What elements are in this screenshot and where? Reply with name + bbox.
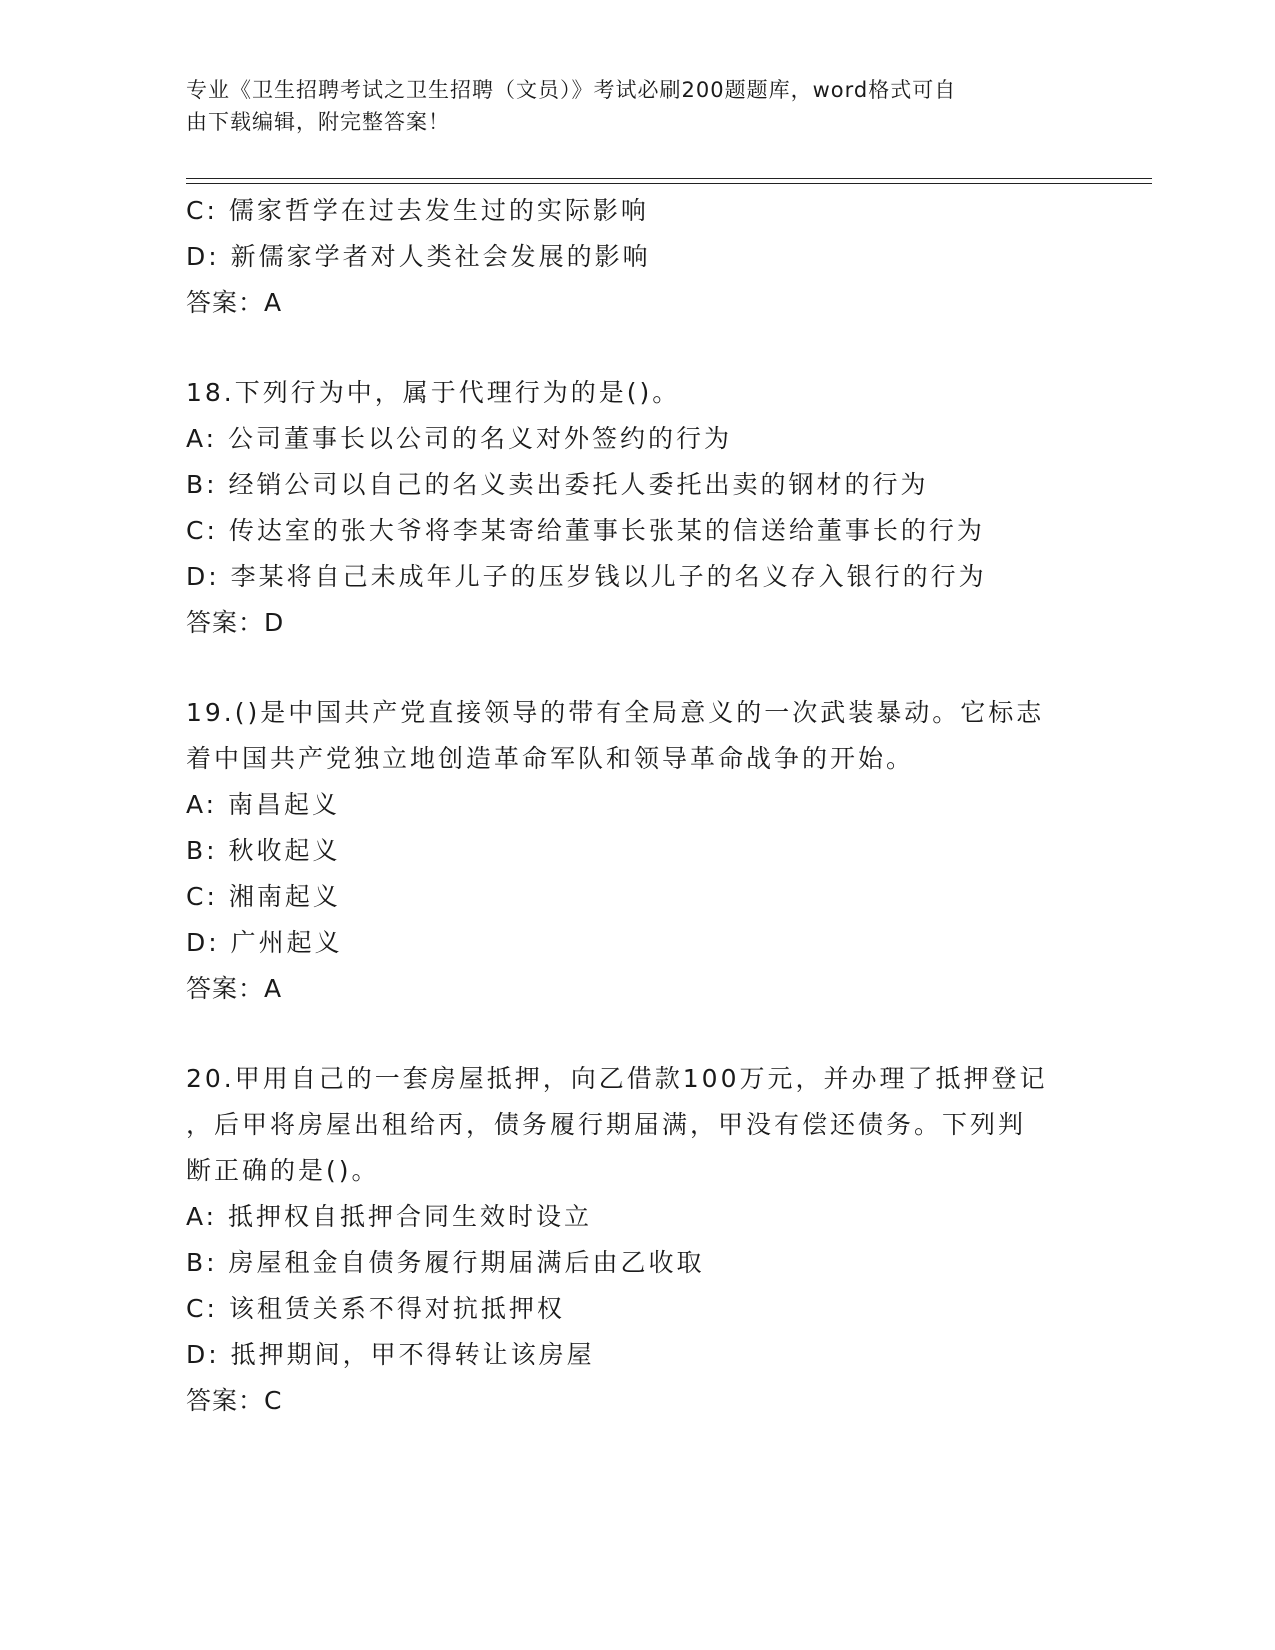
answer-line: 答案：A [186, 974, 283, 1003]
option-b: B: 经销公司以自己的名义卖出委托人委托出卖的钢材的行为 [186, 470, 929, 499]
option-c: C: 传达室的张大爷将李某寄给董事长张某的信送给董事长的行为 [186, 516, 985, 545]
header-divider-top [186, 178, 1152, 179]
header-line-2: 由下载编辑，附完整答案！ [186, 110, 450, 134]
answer-line: 答案：D [186, 608, 285, 637]
question-18 [186, 370, 1086, 646]
option-d: D: 广州起义 [186, 928, 343, 957]
answer-line: 答案：C [186, 1386, 283, 1415]
option-a: A: 抵押权自抵押合同生效时设立 [186, 1202, 593, 1231]
question-19 [186, 690, 1086, 1012]
option-a: A: 公司董事长以公司的名义对外签约的行为 [186, 424, 733, 453]
question-stem: 20.甲用自己的一套房屋抵押，向乙借款100万元，并办理了抵押登记 ，后甲将房屋出租给丙，债务履行期届满，甲没有偿还债务。下列判 断正确的是()。 [186, 1064, 1048, 1185]
option-d: D: 抵押期间，甲不得转让该房屋 [186, 1340, 595, 1369]
question-list [186, 188, 1086, 1424]
question-stem: 19.()是中国共产党直接领导的带有全局意义的一次武装暴动。它标志 着中国共产党独立地创造革命军队和领导革命战争的开始。 [186, 698, 1045, 773]
option-c: C: 该租赁关系不得对抗抵押权 [186, 1294, 565, 1323]
option-d: D: 新儒家学者对人类社会发展的影响 [186, 242, 651, 271]
option-c: C: 儒家哲学在过去发生过的实际影响 [186, 196, 649, 225]
document-header [186, 74, 1066, 138]
option-b: B: 秋收起义 [186, 836, 341, 865]
option-c: C: 湘南起义 [186, 882, 341, 911]
question-stem: 18.下列行为中，属于代理行为的是()。 [186, 378, 681, 407]
answer-line: 答案：A [186, 288, 283, 317]
header-divider-bottom [186, 183, 1152, 184]
option-b: B: 房屋租金自债务履行期届满后由乙收取 [186, 1248, 705, 1277]
option-a: A: 南昌起义 [186, 790, 341, 819]
carryover-question [186, 188, 1086, 326]
option-d: D: 李某将自己未成年儿子的压岁钱以儿子的名义存入银行的行为 [186, 562, 987, 591]
question-20 [186, 1056, 1086, 1424]
header-line-1: 专业《卫生招聘考试之卫生招聘（文员）》考试必刷200题题库，word格式可自 [186, 78, 957, 102]
